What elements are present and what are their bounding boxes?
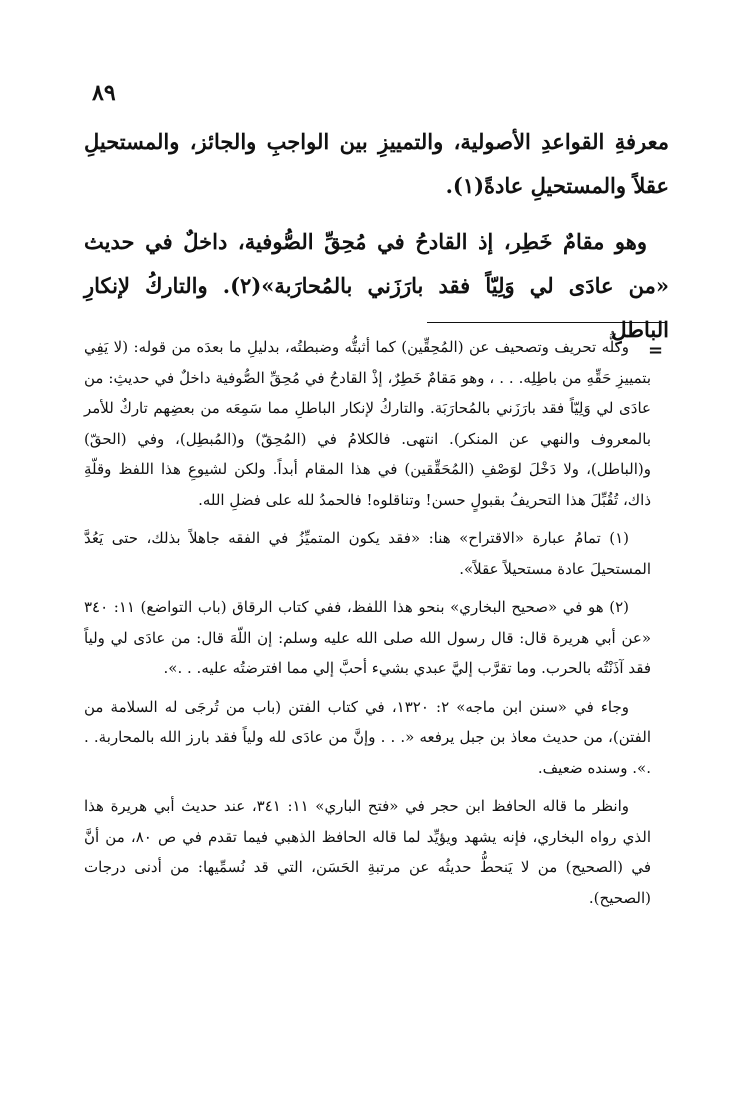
main-paragraph-2: وهو مقامٌ خَطِر، إذ القادحُ في مُحِقِّ الصُّوفية، داخلٌ في حديث «من عادَى لي وَلِيّاً فقد بارَزَني بالمُحارَبة»(٢). والتاركُ لإنكارِ الباطلِ	[84, 229, 669, 342]
page-number: ٨٩	[92, 80, 116, 106]
continuation-marker: =	[648, 340, 664, 361]
main-text	[84, 120, 669, 364]
footnote-2: (٢) هو في «صحيح البخاري» بنحو هذا اللفظ، ففي كتاب الرقاق (باب التواضع) ١١: ٣٤٠ «عن أبي هريرة قال: قال رسول الله صلى الله عليه وسلم: إن اللّهَ قال: من عادَى لي ولياً فقد آذَنْتُه بالحرب. وما تقرَّب إليَّ عبدي بشيء أحبَّ إلي مما افترضتُه عليه. . .».	[84, 598, 651, 677]
main-paragraph-1: معرفةِ القواعدِ الأصولية، والتمييزِ بين الواجبِ والجائز، والمستحيلِ عقلاً والمستحيلِ عادةً(١).	[84, 129, 669, 198]
footnote-2-ibn-majah: وجاء في «سنن ابن ماجه» ٢: ١٣٢٠، في كتاب الفتن (باب من تُرجَى له السلامة من الفتن)، من حديث معاذ بن جبل يرفعه «. . . وإنَّ من عادَى لله ولياً فقد بارز الله بالمحاربة. . .». وسنده ضعيف.	[84, 697, 651, 777]
footnote-2-fath-al-bari: وانظر ما قاله الحافظ ابن حجر في «فتح الباري» ١١: ٣٤١، عند حديث أبي هريرة هذا الذي رواه البخاري، فإنه يشهد ويؤيِّد لما قاله الحافظ الذهبي فيما تقدم في ص ٨٠، من أنَّ في (الصحيح) من لا يَنحطُّ حديثُه عن مرتبةِ الحَسَن، التي قد نُسمِّيها: من أدنى درجات (الصحيح).	[84, 797, 652, 907]
footnote-continued: وكلُّه تحريف وتصحيف عن (المُحِقِّين) كما أثبتُّه وضبطتُه، بدليلِ ما بعدَه من قوله: (لا يَفِي بتمييزِ حَقِّهِ من باطِلِه. . . ، وهو مَقامٌ خَطِرٌ، إذْ القادحُ في مُحِقِّ الصُّوفية داخلٌ في حديثِ: من عادَى لي وَلِيّاً فقد بارَزَني بالمُحارَبَة. والتاركُ لإنكار الباطلِ مما سَمِعَه من بعضِهم تاركٌ للأمر بالمعروف والنهي عن المنكر). انتهى. فالكلامُ في (المُحِقّ) و(المُبطِل)، وفي (الحقّ) و(الباطل)، ولا دَخْلَ لوَصْفِ (المُحَقِّقين) في هذا المقام أبداً. ولكن لشيوعِ هذا اللفظ وقلّةِ ذاك، تُقُبِّلَ هذا التحريفُ بقبولٍ حسن! وتناقلوه! فالحمدُ لله على فضلِ الله.	[84, 338, 652, 509]
footnotes	[84, 332, 651, 913]
footnote-separator	[427, 322, 667, 323]
footnote-1: (١) تمامُ عبارة «الاقتراح» هنا: «فقد يكون المتميِّزُ في الفقه جاهلاً بذلك، حتى يَعُدَّ المستحيلَ عادة مستحيلاً عقلاً».	[84, 529, 651, 578]
